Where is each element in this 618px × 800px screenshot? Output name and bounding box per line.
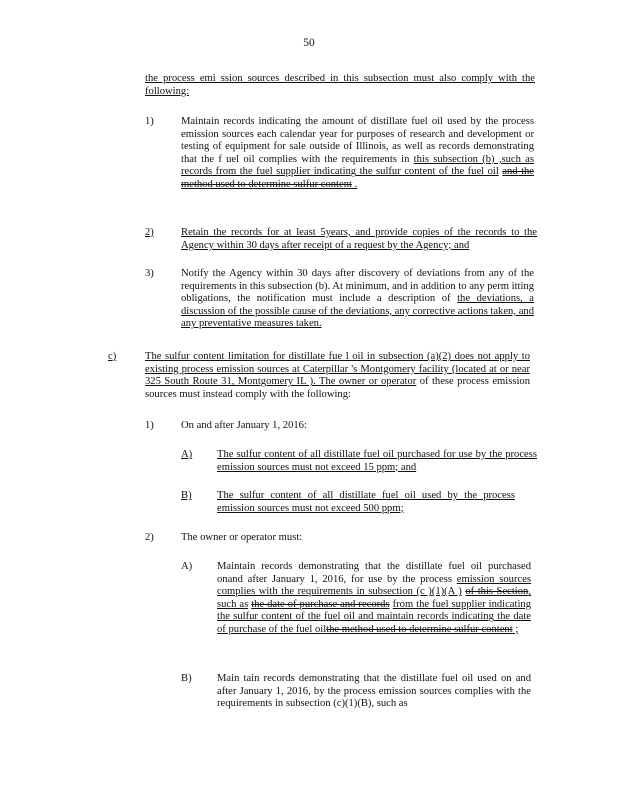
section-c-text (145, 351, 530, 401)
item-c2b-marker: B) (181, 673, 192, 684)
item-b3-plain: Notify the Agency within 30 days after discovery of deviations from any of the requirements in this subsection (b). At minimum, and in addition to any perm itting obligations, the notification must include a description of (181, 268, 534, 305)
item-b1-marker: 1) (145, 116, 154, 127)
item-c2a-underlined-1: emission sources complies with the requirements in subsection (c )(1)(A ) (217, 573, 531, 598)
item-b1-struck: and the method used to determine sulfur content (181, 166, 535, 190)
item-b3-underlined: the deviations, a discussion of the possible cause of the deviations, any corrective actions taken, and any preventative measures taken. (181, 293, 534, 330)
item-c1a-marker: A) (181, 449, 193, 460)
item-c2a-struck-3: the method used to determine sulfur content (326, 623, 513, 635)
item-c1b-text: The sulfur content of all distillate fuel oil used by the process emission sources must not exceed 500 ppm; (217, 490, 515, 514)
item-c2b-text: Main tain records demonstrating that the distillate fuel oil used on and after January 1, 2016, by the process emission sources complies with the requirements in subsection (c)(1)(B), such as (217, 673, 531, 710)
item-c2a-struck-2: the date of purchase and records (251, 598, 390, 610)
item-b1-text (181, 116, 534, 192)
item-b1-end: . (351, 178, 358, 190)
item-b3-marker: 3) (145, 268, 154, 279)
section-c-marker: c) (108, 351, 117, 362)
item-c1-marker: 1) (145, 420, 154, 431)
item-b2-text: Retain the records for at least 5years, and provide copies of the records to the Agency within 30 days after receipt of a request by the Agency; and (181, 227, 537, 251)
item-c2-text: The owner or operator must: (181, 532, 303, 543)
item-c2a-end: ; (512, 623, 519, 635)
item-c2a-marker: A) (181, 561, 193, 572)
section-c-underlined: The sulfur content limitation for distillate fue l oil in subsection (a)(2) does not apply to existing process emission sources at Caterpillar 's Montgomery facility (located at or near 325 South Route 31, Montgomery IL ). The owner or operator (145, 351, 530, 388)
page-number: 50 (303, 37, 315, 49)
intro-paragraph: the process emi ssion sources described in this subsection must also comply with the following: (145, 73, 535, 97)
item-b3-text (181, 268, 534, 331)
item-b1-plain: Maintain records indicating the amount of distillate fuel oil used by the process emission sources each calendar year for purposes of research and development or testing of equipment for sale outside of Illinois, as well as records demonstrating that the f uel oil complies with the requirements in (181, 116, 534, 165)
section-c-plain: of these process emission sources must instead comply with the following: (145, 376, 530, 400)
item-c1b-marker: B) (181, 490, 192, 501)
item-c1a-text: The sulfur content of all distillate fuel oil purchased for use by the process emission sources must not exceed 15 ppm; and (217, 449, 537, 473)
item-c2a-text (217, 561, 531, 637)
item-c2-marker: 2) (145, 532, 154, 543)
item-c2a-struck-1: of this Section (465, 586, 529, 598)
item-b2-marker: 2) (145, 227, 154, 238)
item-c2a-underlined-3: from the fuel supplier indicating the sulfur content of the fuel oil and maintain records indicating the date of purchase of the fuel oil (217, 598, 531, 635)
item-c2a-underlined-2: , such as (217, 586, 531, 610)
item-b1-underlined: this subsection (b) ,such as records from the fuel supplier indicating the sulfur content of the fuel oil (181, 153, 534, 178)
item-c2a-plain: Maintain records demonstrating that the distillate fuel oil purchased onand after January 1, 2016, for use by the process (217, 561, 531, 585)
item-c1-text: On and after January 1, 2016: (181, 420, 307, 431)
